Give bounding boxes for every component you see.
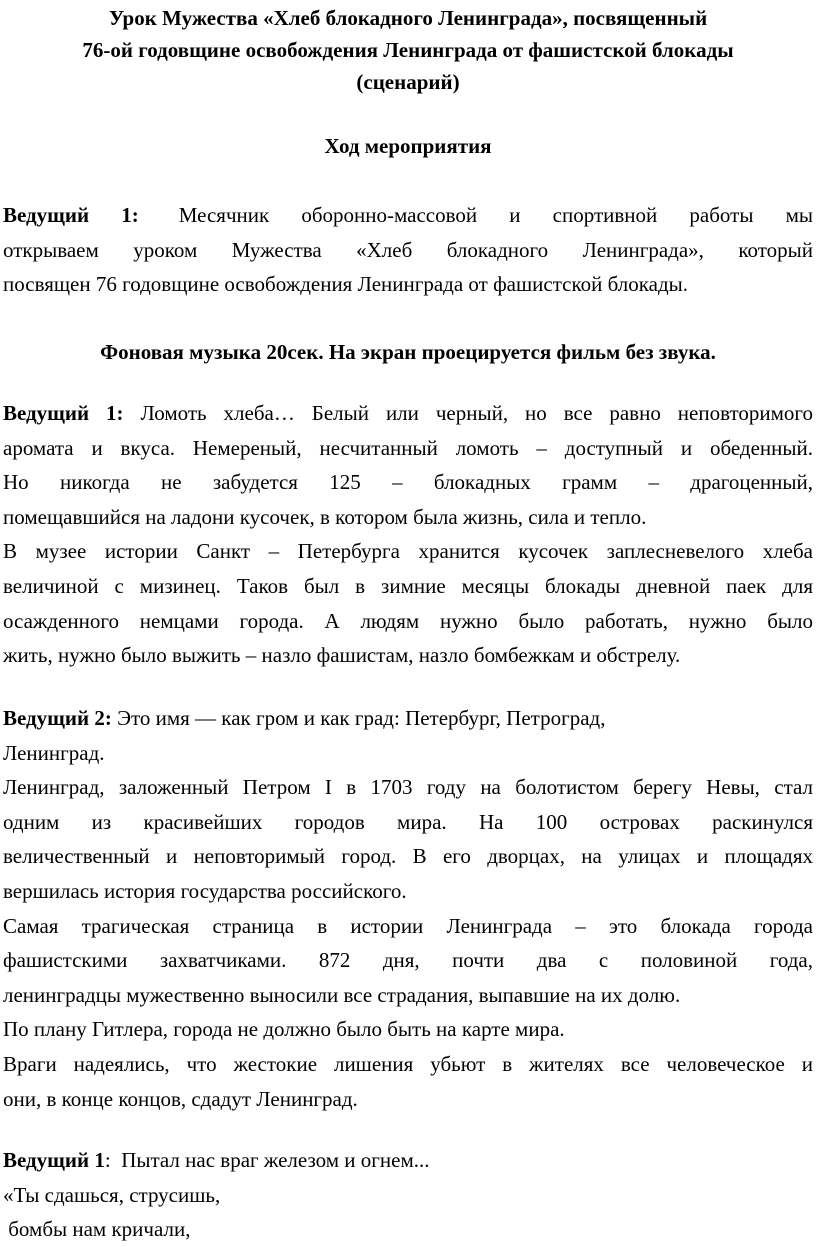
speaker-label: Ведущий 1: bbox=[3, 401, 124, 425]
paragraph-line: жить, нужно было выжить – назло фашистам, назло бомбежкам и обстрелу. bbox=[3, 643, 681, 668]
paragraph-line: Ведущий 1: Ломоть хлеба… Белый или черный, но все равно неповторимого bbox=[3, 401, 813, 425]
paragraph-line: помещавшийся на ладони кусочек, в котором была жизнь, сила и тепло. bbox=[3, 504, 647, 529]
paragraph-host1-poem bbox=[3, 1143, 813, 1247]
poem-line: «Ты сдашься, струсишь, bbox=[3, 1182, 221, 1207]
paragraph-line: вершилась история государства российского. bbox=[3, 878, 407, 903]
section-heading: Ход мероприятия bbox=[324, 134, 492, 158]
paragraph-line: Ленинград. bbox=[3, 740, 105, 765]
speaker-label: Ведущий 1: bbox=[3, 203, 139, 227]
paragraph-line: одним из красивейших городов мира. На 100 островах раскинулся bbox=[3, 809, 813, 834]
paragraph-line: Ленинград, заложенный Петром I в 1703 году на болотистом берегу Невы, стал bbox=[3, 775, 813, 800]
paragraph-line: аромата и вкуса. Немереный, несчитанный ломоть – доступный и обеденный. bbox=[3, 435, 813, 460]
paragraph-line: посвящен 76 годовщине освобождения Ленинграда от фашистской блокады. bbox=[3, 272, 688, 297]
title-line-3: (сценарий) bbox=[356, 70, 460, 94]
paragraph-line: По плану Гитлера, города не должно было быть на карте мира. bbox=[3, 1017, 565, 1042]
paragraph-line: фашистскими захватчиками. 872 дня, почти два с половиной года, bbox=[3, 948, 813, 973]
paragraph-line: величественный и неповторимый город. В его дворцах, на улицах и площадях bbox=[3, 844, 813, 869]
paragraph-line: Ведущий 2: Это имя — как гром и как град: Петербург, Петроград, bbox=[3, 706, 606, 730]
paragraph-line: Самая трагическая страница в истории Ленинграда – это блокада города bbox=[3, 913, 813, 938]
poem-line: бомбы нам кричали, bbox=[3, 1217, 191, 1242]
paragraph-line: открываем уроком Мужества «Хлеб блокадного Ленинграда», который bbox=[3, 237, 813, 262]
paragraph-line: осажденного немцами города. А людям нужно было работать, нужно было bbox=[3, 608, 813, 633]
title-line-1: Урок Мужества «Хлеб блокадного Ленинграда», посвященный bbox=[108, 6, 708, 30]
paragraph-line: Но никогда не забудется 125 – блокадных грамм – драгоценный, bbox=[3, 470, 813, 495]
paragraph-line: В музее истории Санкт – Петербурга хранится кусочек заплесневелого хлеба bbox=[3, 539, 813, 564]
paragraph-line: Ведущий 1: Месячник оборонно-массовой и спортивной работы мы bbox=[3, 203, 813, 227]
paragraph-line: они, в конце концов, сдадут Ленинград. bbox=[3, 1086, 358, 1111]
stage-direction: Фоновая музыка 20сек. На экран проецируется фильм без звука. bbox=[100, 340, 716, 364]
speaker-label: Ведущий 2: bbox=[3, 706, 112, 730]
paragraph-line: ленинградцы мужественно выносили все страдания, выпавшие на их долю. bbox=[3, 982, 681, 1007]
title-line-2: 76-ой годовщине освобождения Ленинграда от фашистской блокады bbox=[82, 38, 734, 62]
paragraph-line: Ведущий 1: Пытал нас враг железом и огнем... bbox=[3, 1148, 430, 1172]
paragraph-host1-intro bbox=[3, 198, 813, 302]
paragraph-line: величиной с мизинец. Таков был в зимние месяцы блокады дневной паек для bbox=[3, 573, 813, 598]
paragraph-line: Враги надеялись, что жестокие лишения убьют в жителях все человеческое и bbox=[3, 1051, 813, 1076]
paragraph-host1-bread bbox=[3, 396, 813, 673]
document-title bbox=[0, 2, 816, 98]
speaker-label: Ведущий 1 bbox=[3, 1148, 105, 1172]
paragraph-host2-leningrad bbox=[3, 701, 813, 1116]
